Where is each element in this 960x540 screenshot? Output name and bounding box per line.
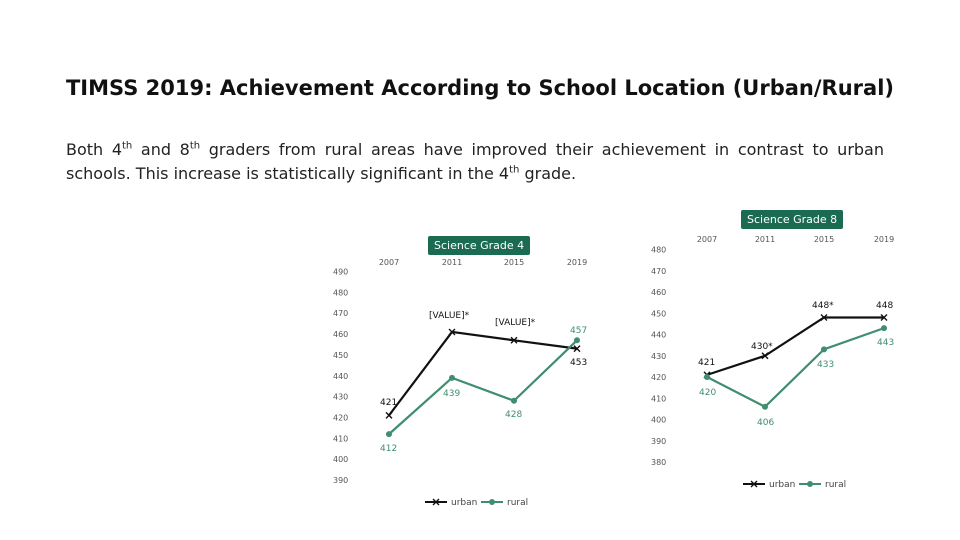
chart2-ytick-label: 400 — [651, 415, 667, 425]
chart2-urban-data-label: 430* — [751, 342, 773, 352]
chart2-ytick-label: 470 — [651, 266, 667, 276]
chart2-urban-data-label: 448 — [876, 301, 894, 311]
body-part-3: graders from rural areas have improved their achievement in contrast to urban schools. This increase is statistically significant in the 4 — [66, 140, 885, 183]
chart1-ytick-label: 400 — [333, 455, 349, 465]
chart2-ytick-label: 440 — [651, 330, 667, 340]
superscript-2: th — [189, 140, 201, 152]
chart1-rural-data-label: 439 — [443, 389, 461, 399]
chart1-legend-urban-label: urban — [451, 498, 478, 508]
chart2-ytick-label: 410 — [651, 394, 667, 404]
chart1-ytick-label: 440 — [333, 371, 349, 381]
chart2-ytick-label: 450 — [651, 309, 667, 319]
chart2-ytick-label: 430 — [651, 351, 667, 361]
chart1-ytick-label: 410 — [333, 434, 349, 444]
chart2-xtick-label: 2011 — [754, 235, 776, 244]
body-part-1: Both 4 — [66, 140, 123, 159]
chart1-rural-point — [574, 337, 580, 343]
chart1-ytick-label: 480 — [333, 288, 349, 298]
slide-title: TIMSS 2019: Achievement According to School Location (Urban/Rural) — [65, 76, 894, 100]
chart1-urban-data-label: [VALUE]* — [495, 318, 536, 328]
chart1-legend-rural-label: rural — [507, 498, 529, 508]
chart2-rural-data-label: 433 — [817, 360, 835, 370]
body-part-4: grade. — [519, 164, 577, 183]
chart-title-grade8: Science Grade 8 — [741, 210, 843, 229]
chart2-rural-data-label: 443 — [877, 338, 895, 348]
superscript-3: th — [509, 164, 520, 176]
chart1-ytick-label: 460 — [333, 330, 349, 340]
chart2-rural-line — [707, 328, 884, 407]
chart-title-grade4: Science Grade 4 — [428, 236, 530, 255]
chart1-ytick-label: 470 — [333, 309, 349, 319]
chart2-urban-data-label: 448* — [812, 301, 834, 311]
chart1-urban-line — [389, 332, 577, 415]
chart2-xtick-label: 2007 — [696, 235, 718, 244]
chart2-urban-line — [707, 318, 884, 375]
chart2-rural-point — [704, 374, 710, 380]
chart2-urban-data-label: 421 — [698, 358, 716, 368]
chart1-rural-data-label: 457 — [570, 326, 588, 336]
chart1-ytick-label: 450 — [333, 350, 349, 360]
chart1-legend-rural-marker — [489, 499, 495, 505]
chart2-rural-point — [821, 346, 827, 352]
chart2-ytick-label: 380 — [651, 458, 667, 467]
chart2-ytick-label: 390 — [651, 436, 667, 446]
chart1-ytick-label: 490 — [333, 267, 349, 277]
chart2-ytick-label: 420 — [651, 373, 667, 382]
chart2-ytick-label: 480 — [651, 245, 667, 255]
chart2-xtick-label: 2019 — [873, 235, 895, 244]
chart1-urban-point — [386, 412, 392, 418]
chart2-rural-data-label: 406 — [757, 418, 775, 428]
chart1-rural-data-label: 412 — [380, 444, 398, 454]
chart1-rural-point — [386, 431, 392, 437]
chart1-rural-line — [389, 340, 577, 434]
chart2-legend-rural-marker — [807, 481, 813, 487]
chart2-rural-point — [881, 325, 887, 331]
chart2-legend-urban-label: urban — [769, 480, 796, 490]
chart1-urban-data-label: [VALUE]* — [429, 311, 470, 321]
chart1-rural-data-label: 428 — [505, 410, 523, 420]
chart2-legend-rural-label: rural — [825, 480, 847, 490]
chart1-ytick-label: 390 — [333, 476, 349, 485]
body-part-2: and 8 — [132, 140, 190, 159]
chart1-urban-data-label: 453 — [570, 358, 588, 368]
chart2-xtick-label: 2015 — [813, 235, 835, 244]
chart1-xtick-label: 2011 — [441, 258, 463, 267]
chart1-rural-point — [449, 375, 455, 381]
chart1-ytick-label: 420 — [333, 413, 349, 423]
chart1-xtick-label: 2019 — [566, 258, 588, 267]
chart1-rural-point — [511, 398, 517, 404]
chart1-ytick-label: 430 — [333, 392, 349, 402]
chart2-rural-data-label: 420 — [699, 388, 717, 398]
chart1-urban-data-label: 421 — [380, 398, 398, 408]
superscript-1: th — [122, 140, 133, 152]
chart2-rural-point — [762, 404, 768, 410]
chart1-xtick-label: 2007 — [378, 258, 400, 267]
chart2-ytick-label: 460 — [651, 288, 667, 297]
chart1-xtick-label: 2015 — [503, 258, 525, 267]
